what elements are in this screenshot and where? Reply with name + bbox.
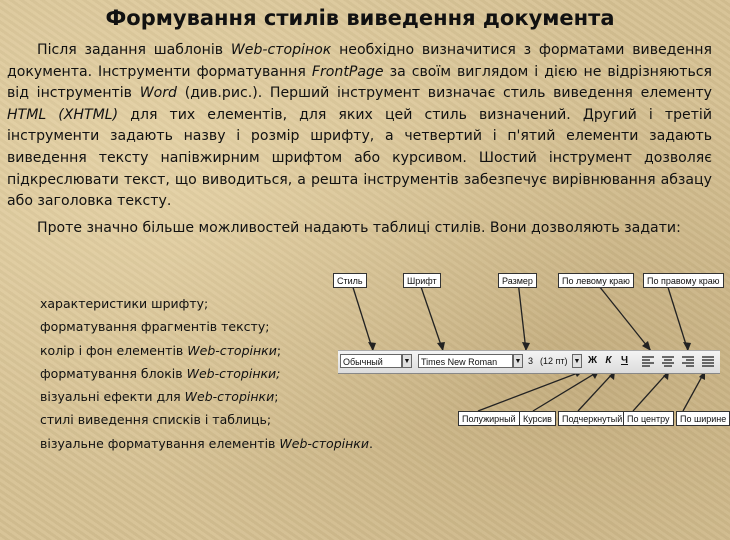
label-font: Шрифт — [403, 273, 441, 288]
label-justify: По ширине — [676, 411, 730, 426]
text-run: для тих елементів, для яких цей стиль визначений. Другий і третій інструменти задають назву і розмір шрифту, а четвертий і п'ятий елементи задають виведення тексту напівжирним шрифтом або курсивом. Шостий інструмент дозволяє підкреслювати текст, що виводиться, а решта інструментів забезпечує вирівнювання абзацу або заголовка тексту. — [7, 106, 712, 210]
formatting-toolbar — [338, 350, 720, 374]
italic-text: FrontPage — [311, 63, 384, 80]
underline-button[interactable]: Ч — [620, 355, 629, 366]
italic-text: Web-сторінки — [187, 342, 277, 358]
text-run: Після задання шаблонів — [37, 42, 231, 58]
text-run: ; — [276, 342, 282, 358]
italic-text: Word — [139, 85, 177, 102]
italic-text: Web-сторінок — [230, 42, 332, 58]
toolbar-figure — [333, 265, 727, 438]
label-align-right: По правому краю — [643, 273, 724, 288]
list-item — [40, 408, 373, 431]
size-pt[interactable]: (12 пт) — [540, 356, 568, 366]
list-item — [40, 432, 373, 455]
main-text — [7, 40, 712, 239]
label-align-left: По левому краю — [558, 273, 634, 288]
italic-text: HTML (XHTML) — [7, 106, 119, 123]
bold-button[interactable]: Ж — [587, 355, 598, 366]
paragraph-1 — [7, 40, 712, 213]
italic-button[interactable]: К — [605, 355, 612, 366]
italic-text: Web-сторінки — [279, 435, 369, 451]
text-run: візуальне форматування елементів — [40, 435, 280, 451]
italic-text: Web-сторінки; — [186, 365, 281, 381]
text-run: візуальні ефекти для — [40, 389, 185, 405]
text-run: форматування фрагментів тексту; — [40, 319, 270, 335]
label-italic: Курсив — [519, 411, 556, 426]
label-underline: Подчеркнутый — [558, 411, 626, 426]
font-select[interactable]: Times New Roman — [418, 354, 513, 368]
chevron-down-icon[interactable]: ▼ — [572, 354, 582, 368]
style-select[interactable]: Обычный — [340, 354, 402, 368]
page-title: Формування стилів виведення документа — [105, 6, 615, 30]
text-run: (див.рис.). Перший інструмент визначає стиль виведення елементу — [177, 85, 712, 102]
paragraph-2: Проте значно більше можливостей надають таблиці стилів. Вони дозволяють задати: — [37, 219, 681, 236]
bullet-list — [40, 292, 373, 455]
label-align-center: По центру — [623, 411, 674, 426]
italic-text: Web-сторінки — [184, 389, 275, 405]
label-bold: Полужирный — [458, 411, 520, 426]
list-item — [40, 362, 373, 385]
chevron-down-icon[interactable]: ▼ — [402, 354, 412, 368]
text-run: стилі виведення списків і таблиць; — [40, 412, 272, 428]
text-run: за своїм виглядом і дією не відрізняються від інструментів — [7, 63, 712, 102]
size-value[interactable]: 3 — [528, 356, 534, 366]
label-size: Размер — [498, 273, 537, 288]
text-run: колір і фон елементів — [40, 342, 188, 358]
chevron-down-icon[interactable]: ▼ — [513, 354, 523, 368]
list-item — [40, 385, 373, 408]
label-style: Стиль — [333, 273, 367, 288]
list-item — [40, 315, 373, 338]
text-run: необхідно визначитися з форматами виведення документа. Інструменти форматування — [7, 42, 712, 80]
text-run: . — [368, 435, 373, 451]
alignment-buttons[interactable] — [640, 355, 720, 368]
list-item — [40, 339, 373, 362]
text-run: форматування блоків — [40, 365, 187, 381]
list-item — [40, 292, 373, 315]
text-run: ; — [274, 389, 279, 405]
text-run: характеристики шрифту; — [40, 296, 209, 311]
